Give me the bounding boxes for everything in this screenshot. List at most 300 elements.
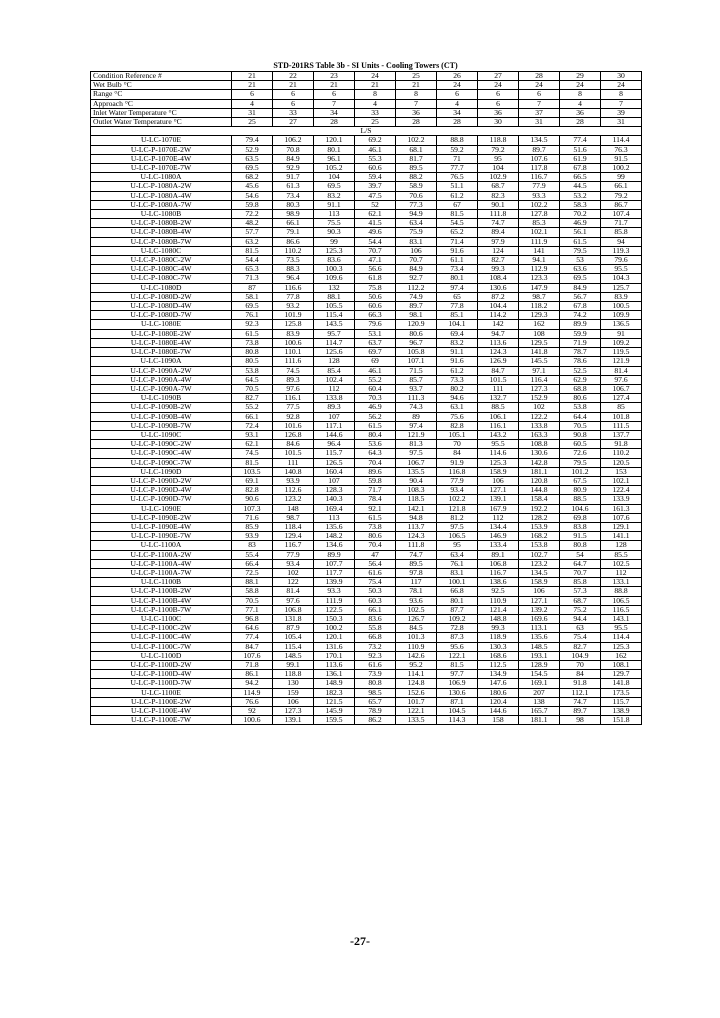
flow-value-cell: 127.1 bbox=[519, 596, 560, 605]
flow-value-cell: 133.5 bbox=[396, 716, 437, 725]
header-cell: 6 bbox=[519, 90, 560, 99]
flow-value-cell: 139.1 bbox=[273, 716, 314, 725]
flow-value-cell: 95.5 bbox=[601, 624, 642, 633]
flow-value-cell: 87 bbox=[232, 283, 273, 292]
model-name-cell: U-LC-1070E bbox=[91, 136, 232, 145]
flow-value-cell: 66.8 bbox=[355, 633, 396, 642]
flow-value-cell: 99.1 bbox=[273, 661, 314, 670]
table-row bbox=[91, 642, 642, 651]
flow-value-cell: 142.6 bbox=[396, 651, 437, 660]
flow-value-cell: 133.1 bbox=[601, 578, 642, 587]
flow-value-cell: 169.1 bbox=[519, 679, 560, 688]
flow-value-cell: 107.6 bbox=[519, 154, 560, 163]
flow-value-cell: 113 bbox=[314, 513, 355, 522]
flow-value-cell: 88.1 bbox=[232, 578, 273, 587]
flow-value-cell: 66.8 bbox=[437, 587, 478, 596]
flow-value-cell: 108.1 bbox=[601, 661, 642, 670]
flow-value-cell: 46.1 bbox=[355, 145, 396, 154]
flow-value-cell: 158.4 bbox=[519, 495, 560, 504]
flow-value-cell: 82.7 bbox=[560, 642, 601, 651]
flow-value-cell: 136.5 bbox=[601, 320, 642, 329]
flow-value-cell: 101.2 bbox=[560, 467, 601, 476]
table-row bbox=[91, 256, 642, 265]
flow-value-cell: 58.3 bbox=[560, 200, 601, 209]
flow-value-cell: 108 bbox=[519, 329, 560, 338]
flow-value-cell: 102.1 bbox=[519, 228, 560, 237]
flow-value-cell: 71.7 bbox=[601, 219, 642, 228]
model-name-cell: U-LC-P-1080C-7W bbox=[91, 274, 232, 283]
model-name-cell: U-LC-P-1090B-4W bbox=[91, 412, 232, 421]
flow-value-cell: 91.8 bbox=[601, 440, 642, 449]
model-name-cell: U-LC-P-1100E-7W bbox=[91, 716, 232, 725]
flow-value-cell: 53.8 bbox=[560, 403, 601, 412]
flow-value-cell: 71.5 bbox=[396, 366, 437, 375]
flow-value-cell: 141.8 bbox=[519, 348, 560, 357]
flow-value-cell: 116.8 bbox=[437, 467, 478, 476]
flow-value-cell: 74.7 bbox=[478, 219, 519, 228]
flow-value-cell: 94.4 bbox=[560, 614, 601, 623]
flow-value-cell: 102.4 bbox=[314, 375, 355, 384]
header-label: Approach °C bbox=[91, 99, 232, 108]
header-cell: 21 bbox=[273, 81, 314, 90]
flow-value-cell: 95.6 bbox=[437, 642, 478, 651]
header-cell: 31 bbox=[601, 118, 642, 127]
flow-value-cell: 55.2 bbox=[232, 403, 273, 412]
table-row bbox=[91, 366, 642, 375]
flow-value-cell: 71.8 bbox=[232, 661, 273, 670]
flow-value-cell: 95 bbox=[478, 154, 519, 163]
flow-value-cell: 106.8 bbox=[273, 605, 314, 614]
flow-value-cell: 111.6 bbox=[273, 357, 314, 366]
flow-value-cell: 93.3 bbox=[519, 191, 560, 200]
flow-value-cell: 69.7 bbox=[355, 348, 396, 357]
flow-value-cell: 143.5 bbox=[314, 320, 355, 329]
header-cell: 28 bbox=[437, 118, 478, 127]
header-cell: 26 bbox=[437, 72, 478, 81]
flow-value-cell: 126.5 bbox=[314, 458, 355, 467]
flow-value-cell: 70.7 bbox=[355, 246, 396, 255]
flow-value-cell: 74.5 bbox=[232, 449, 273, 458]
flow-value-cell: 67 bbox=[437, 200, 478, 209]
flow-value-cell: 140.3 bbox=[314, 495, 355, 504]
flow-value-cell: 92.1 bbox=[355, 504, 396, 513]
model-name-cell: U-LC-P-1090A-2W bbox=[91, 366, 232, 375]
flow-value-cell: 148.5 bbox=[273, 651, 314, 660]
flow-value-cell: 116.7 bbox=[478, 568, 519, 577]
table-row bbox=[91, 550, 642, 559]
model-name-cell: U-LC-P-1090E-7W bbox=[91, 532, 232, 541]
table-row bbox=[91, 513, 642, 522]
model-name-cell: U-LC-P-1070E-7W bbox=[91, 164, 232, 173]
flow-value-cell: 119.5 bbox=[601, 348, 642, 357]
flow-value-cell: 159.5 bbox=[314, 716, 355, 725]
flow-value-cell: 165.7 bbox=[519, 707, 560, 716]
flow-value-cell: 102.2 bbox=[519, 200, 560, 209]
table-row bbox=[91, 283, 642, 292]
flow-value-cell: 68.8 bbox=[560, 384, 601, 393]
flow-value-cell: 59.9 bbox=[560, 329, 601, 338]
flow-value-cell: 85.5 bbox=[601, 550, 642, 559]
flow-value-cell: 173.5 bbox=[601, 688, 642, 697]
flow-value-cell: 47 bbox=[355, 550, 396, 559]
flow-value-cell: 71.7 bbox=[355, 486, 396, 495]
flow-value-cell: 79.6 bbox=[601, 256, 642, 265]
flow-value-cell: 110.9 bbox=[478, 596, 519, 605]
header-cell: 8 bbox=[560, 90, 601, 99]
flow-value-cell: 90.1 bbox=[478, 200, 519, 209]
flow-value-cell: 125.7 bbox=[601, 283, 642, 292]
flow-value-cell: 78.6 bbox=[560, 357, 601, 366]
flow-value-cell: 141.8 bbox=[601, 679, 642, 688]
flow-value-cell: 106.2 bbox=[273, 136, 314, 145]
flow-value-cell: 74.9 bbox=[396, 292, 437, 301]
flow-value-cell: 122.1 bbox=[437, 651, 478, 660]
table-row bbox=[91, 467, 642, 476]
flow-value-cell: 124.3 bbox=[478, 348, 519, 357]
flow-value-cell: 94.7 bbox=[478, 329, 519, 338]
flow-value-cell: 80.2 bbox=[437, 384, 478, 393]
table-row bbox=[91, 587, 642, 596]
flow-value-cell: 101.3 bbox=[396, 633, 437, 642]
table-row bbox=[91, 661, 642, 670]
flow-value-cell: 77.4 bbox=[232, 633, 273, 642]
model-name-cell: U-LC-P-1100A-2W bbox=[91, 550, 232, 559]
flow-value-cell: 114.2 bbox=[478, 311, 519, 320]
table-row bbox=[91, 679, 642, 688]
flow-value-cell: 128.3 bbox=[314, 486, 355, 495]
header-cell: 28 bbox=[314, 118, 355, 127]
table-row bbox=[91, 559, 642, 568]
header-label: Condition Reference # bbox=[91, 72, 232, 81]
table-row bbox=[91, 292, 642, 301]
flow-value-cell: 79.2 bbox=[601, 191, 642, 200]
flow-value-cell: 98.1 bbox=[396, 311, 437, 320]
flow-value-cell: 53.2 bbox=[560, 191, 601, 200]
flow-value-cell: 55.3 bbox=[355, 154, 396, 163]
flow-value-cell: 120.1 bbox=[314, 136, 355, 145]
flow-value-cell: 70.8 bbox=[273, 145, 314, 154]
flow-value-cell: 58.8 bbox=[232, 587, 273, 596]
flow-value-cell: 83.2 bbox=[437, 338, 478, 347]
model-name-cell: U-LC-P-1090D-4W bbox=[91, 486, 232, 495]
flow-value-cell: 65.3 bbox=[232, 265, 273, 274]
flow-value-cell: 139.9 bbox=[314, 578, 355, 587]
flow-value-cell: 83.6 bbox=[355, 614, 396, 623]
flow-value-cell: 85.8 bbox=[560, 578, 601, 587]
flow-value-cell: 113.6 bbox=[314, 661, 355, 670]
flow-value-cell: 104 bbox=[314, 173, 355, 182]
flow-value-cell: 54.4 bbox=[355, 237, 396, 246]
flow-value-cell: 91.1 bbox=[437, 348, 478, 357]
flow-value-cell: 148.5 bbox=[519, 642, 560, 651]
flow-value-cell: 59.4 bbox=[355, 173, 396, 182]
flow-value-cell: 134.9 bbox=[478, 670, 519, 679]
flow-value-cell: 61.6 bbox=[355, 568, 396, 577]
flow-value-cell: 128.2 bbox=[519, 513, 560, 522]
model-name-cell: U-LC-P-1070E-4W bbox=[91, 154, 232, 163]
flow-value-cell: 88.5 bbox=[560, 495, 601, 504]
header-cell: 21 bbox=[232, 72, 273, 81]
model-name-cell: U-LC-P-1100D-2W bbox=[91, 661, 232, 670]
flow-value-cell: 148.8 bbox=[478, 614, 519, 623]
flow-value-cell: 150.3 bbox=[314, 614, 355, 623]
flow-value-cell: 67.5 bbox=[560, 476, 601, 485]
flow-value-cell: 74.7 bbox=[396, 550, 437, 559]
flow-value-cell: 61.6 bbox=[355, 661, 396, 670]
model-name-cell: U-LC-P-1090C-7W bbox=[91, 458, 232, 467]
flow-value-cell: 54.6 bbox=[232, 191, 273, 200]
flow-value-cell: 99.3 bbox=[478, 624, 519, 633]
flow-value-cell: 76.6 bbox=[232, 697, 273, 706]
flow-value-cell: 95.5 bbox=[478, 440, 519, 449]
model-name-cell: U-LC-P-1080B-4W bbox=[91, 228, 232, 237]
flow-value-cell: 81.5 bbox=[437, 661, 478, 670]
flow-value-cell: 66.5 bbox=[560, 173, 601, 182]
flow-value-cell: 100.6 bbox=[232, 716, 273, 725]
flow-value-cell: 102 bbox=[519, 403, 560, 412]
flow-value-cell: 84.7 bbox=[478, 366, 519, 375]
model-name-cell: U-LC-P-1090A-7W bbox=[91, 384, 232, 393]
table-row bbox=[91, 145, 642, 154]
flow-value-cell: 66.1 bbox=[273, 219, 314, 228]
flow-value-cell: 67.8 bbox=[560, 302, 601, 311]
flow-value-cell: 88.8 bbox=[601, 587, 642, 596]
flow-value-cell: 105.2 bbox=[314, 164, 355, 173]
flow-value-cell: 119.3 bbox=[601, 246, 642, 255]
flow-value-cell: 64.4 bbox=[560, 412, 601, 421]
flow-value-cell: 115.4 bbox=[273, 642, 314, 651]
flow-value-cell: 89.7 bbox=[396, 302, 437, 311]
flow-value-cell: 114.9 bbox=[232, 688, 273, 697]
table-row bbox=[91, 605, 642, 614]
flow-value-cell: 182.3 bbox=[314, 688, 355, 697]
model-name-cell: U-LC-P-1100A-7W bbox=[91, 568, 232, 577]
table-row bbox=[91, 320, 642, 329]
flow-value-cell: 104.1 bbox=[437, 320, 478, 329]
table-row bbox=[91, 329, 642, 338]
table-row bbox=[91, 697, 642, 706]
model-name-cell: U-LC-P-1100E-2W bbox=[91, 697, 232, 706]
flow-value-cell: 168.6 bbox=[478, 651, 519, 660]
flow-value-cell: 102.5 bbox=[396, 605, 437, 614]
flow-value-cell: 118.8 bbox=[273, 670, 314, 679]
flow-value-cell: 58.9 bbox=[396, 182, 437, 191]
header-row bbox=[91, 72, 642, 81]
table-row bbox=[91, 384, 642, 393]
table-row bbox=[91, 651, 642, 660]
flow-value-cell: 142 bbox=[478, 320, 519, 329]
flow-value-cell: 144.6 bbox=[314, 430, 355, 439]
flow-value-cell: 115.7 bbox=[314, 449, 355, 458]
flow-value-cell: 117.1 bbox=[314, 421, 355, 430]
flow-value-cell: 144.6 bbox=[478, 707, 519, 716]
flow-value-cell: 193.1 bbox=[519, 651, 560, 660]
model-name-cell: U-LC-1100D bbox=[91, 651, 232, 660]
flow-value-cell: 96.1 bbox=[314, 154, 355, 163]
flow-value-cell: 91.5 bbox=[560, 532, 601, 541]
header-cell: 24 bbox=[478, 81, 519, 90]
table-row bbox=[91, 596, 642, 605]
flow-value-cell: 57.7 bbox=[232, 228, 273, 237]
flow-value-cell: 55.8 bbox=[355, 624, 396, 633]
flow-value-cell: 92.7 bbox=[396, 274, 437, 283]
flow-value-cell: 77.8 bbox=[273, 292, 314, 301]
model-name-cell: U-LC-P-1090B-7W bbox=[91, 421, 232, 430]
flow-value-cell: 106.5 bbox=[437, 532, 478, 541]
flow-value-cell: 62.1 bbox=[355, 210, 396, 219]
flow-value-cell: 81.3 bbox=[396, 440, 437, 449]
flow-value-cell: 80.5 bbox=[232, 357, 273, 366]
flow-value-cell: 159 bbox=[273, 688, 314, 697]
flow-value-cell: 61.2 bbox=[437, 191, 478, 200]
flow-value-cell: 93.4 bbox=[273, 559, 314, 568]
flow-value-cell: 133.9 bbox=[601, 495, 642, 504]
flow-value-cell: 106.9 bbox=[437, 679, 478, 688]
flow-value-cell: 56.1 bbox=[560, 228, 601, 237]
flow-value-cell: 54.4 bbox=[232, 256, 273, 265]
flow-value-cell: 129.7 bbox=[601, 670, 642, 679]
flow-value-cell: 68.1 bbox=[396, 145, 437, 154]
flow-value-cell: 79.1 bbox=[273, 228, 314, 237]
flow-value-cell: 158.9 bbox=[478, 467, 519, 476]
model-name-cell: U-LC-P-1100B-4W bbox=[91, 596, 232, 605]
flow-value-cell: 80.1 bbox=[314, 145, 355, 154]
header-cell: 6 bbox=[273, 90, 314, 99]
header-cell: 24 bbox=[601, 81, 642, 90]
flow-value-cell: 118.5 bbox=[396, 495, 437, 504]
flow-value-cell: 66.1 bbox=[601, 182, 642, 191]
flow-value-cell: 162 bbox=[519, 320, 560, 329]
model-name-cell: U-LC-P-1100B-2W bbox=[91, 587, 232, 596]
flow-value-cell: 102.2 bbox=[437, 495, 478, 504]
header-cell: 24 bbox=[355, 72, 396, 81]
flow-value-cell: 93.4 bbox=[437, 486, 478, 495]
model-name-cell: U-LC-P-1080D-7W bbox=[91, 311, 232, 320]
flow-value-cell: 83.1 bbox=[437, 568, 478, 577]
flow-value-cell: 115.4 bbox=[314, 311, 355, 320]
flow-value-cell: 151.8 bbox=[601, 716, 642, 725]
header-cell: 24 bbox=[519, 81, 560, 90]
flow-value-cell: 107 bbox=[314, 476, 355, 485]
flow-value-cell: 94.9 bbox=[396, 210, 437, 219]
flow-value-cell: 91.6 bbox=[437, 357, 478, 366]
flow-value-cell: 83.9 bbox=[273, 329, 314, 338]
flow-value-cell: 81.5 bbox=[232, 458, 273, 467]
flow-value-cell: 52.9 bbox=[232, 145, 273, 154]
flow-value-cell: 97.1 bbox=[519, 366, 560, 375]
flow-value-cell: 134.5 bbox=[519, 136, 560, 145]
model-name-cell: U-LC-1080C bbox=[91, 246, 232, 255]
header-cell: 4 bbox=[560, 99, 601, 108]
flow-value-cell: 69.8 bbox=[560, 513, 601, 522]
flow-value-cell: 56.4 bbox=[355, 559, 396, 568]
model-name-cell: U-LC-P-1100A-4W bbox=[91, 559, 232, 568]
flow-value-cell: 131.6 bbox=[314, 642, 355, 651]
flow-value-cell: 116.7 bbox=[273, 541, 314, 550]
flow-value-cell: 142.8 bbox=[519, 458, 560, 467]
flow-value-cell: 50.3 bbox=[355, 587, 396, 596]
header-cell: 29 bbox=[560, 72, 601, 81]
flow-value-cell: 70.3 bbox=[355, 394, 396, 403]
flow-value-cell: 124.3 bbox=[396, 532, 437, 541]
flow-value-cell: 61.3 bbox=[273, 182, 314, 191]
flow-value-cell: 169.4 bbox=[314, 504, 355, 513]
flow-value-cell: 97.9 bbox=[478, 237, 519, 246]
model-name-cell: U-LC-P-1090E-2W bbox=[91, 513, 232, 522]
flow-value-cell: 89.3 bbox=[314, 403, 355, 412]
flow-value-cell: 75.8 bbox=[355, 283, 396, 292]
flow-value-cell: 72.4 bbox=[232, 421, 273, 430]
table-row bbox=[91, 173, 642, 182]
model-name-cell: U-LC-P-1090B-2W bbox=[91, 403, 232, 412]
table-row bbox=[91, 182, 642, 191]
flow-value-cell: 84.6 bbox=[273, 440, 314, 449]
flow-value-cell: 89.4 bbox=[478, 228, 519, 237]
flow-value-cell: 152.6 bbox=[396, 688, 437, 697]
flow-value-cell: 129.4 bbox=[273, 532, 314, 541]
flow-value-cell: 70.5 bbox=[232, 384, 273, 393]
flow-value-cell: 124.8 bbox=[396, 679, 437, 688]
model-name-cell: U-LC-1090C bbox=[91, 430, 232, 439]
model-name-cell: U-LC-1090A bbox=[91, 357, 232, 366]
flow-value-cell: 80.6 bbox=[560, 394, 601, 403]
flow-value-cell: 86.1 bbox=[232, 670, 273, 679]
flow-value-cell: 69 bbox=[355, 357, 396, 366]
model-name-cell: U-LC-P-1100C-7W bbox=[91, 642, 232, 651]
flow-value-cell: 77.5 bbox=[273, 403, 314, 412]
flow-value-cell: 93.7 bbox=[396, 384, 437, 393]
flow-value-cell: 68.7 bbox=[560, 596, 601, 605]
table-row bbox=[91, 228, 642, 237]
flow-value-cell: 120.8 bbox=[519, 476, 560, 485]
flow-value-cell: 90.6 bbox=[232, 495, 273, 504]
table-row bbox=[91, 200, 642, 209]
header-cell: 25 bbox=[232, 118, 273, 127]
header-cell: 6 bbox=[232, 90, 273, 99]
unit-label: L/S bbox=[91, 127, 642, 136]
flow-value-cell: 91.5 bbox=[601, 154, 642, 163]
flow-value-cell: 180.6 bbox=[478, 688, 519, 697]
flow-value-cell: 69.5 bbox=[314, 182, 355, 191]
flow-value-cell: 93.2 bbox=[273, 302, 314, 311]
flow-value-cell: 130.6 bbox=[478, 283, 519, 292]
flow-value-cell: 81.2 bbox=[437, 513, 478, 522]
model-name-cell: U-LC-1100B bbox=[91, 578, 232, 587]
model-name-cell: U-LC-P-1100C-2W bbox=[91, 624, 232, 633]
flow-value-cell: 102.2 bbox=[396, 136, 437, 145]
flow-value-cell: 55.4 bbox=[232, 550, 273, 559]
flow-value-cell: 89.6 bbox=[355, 467, 396, 476]
model-name-cell: U-LC-1100C bbox=[91, 614, 232, 623]
page-number: -27- bbox=[350, 934, 370, 948]
flow-value-cell: 117.7 bbox=[314, 568, 355, 577]
model-name-cell: U-LC-P-1100E-4W bbox=[91, 707, 232, 716]
flow-value-cell: 62.1 bbox=[232, 440, 273, 449]
flow-value-cell: 154.5 bbox=[519, 670, 560, 679]
flow-value-cell: 114.4 bbox=[601, 633, 642, 642]
flow-value-cell: 80.8 bbox=[355, 679, 396, 688]
flow-value-cell: 71 bbox=[437, 154, 478, 163]
header-cell: 24 bbox=[560, 81, 601, 90]
header-cell: 28 bbox=[519, 72, 560, 81]
flow-value-cell: 93.6 bbox=[396, 596, 437, 605]
flow-value-cell: 69.2 bbox=[355, 136, 396, 145]
flow-value-cell: 101.9 bbox=[273, 311, 314, 320]
header-cell: 25 bbox=[355, 118, 396, 127]
model-name-cell: U-LC-P-1080B-2W bbox=[91, 219, 232, 228]
flow-value-cell: 113.6 bbox=[478, 338, 519, 347]
flow-value-cell: 47.1 bbox=[355, 256, 396, 265]
